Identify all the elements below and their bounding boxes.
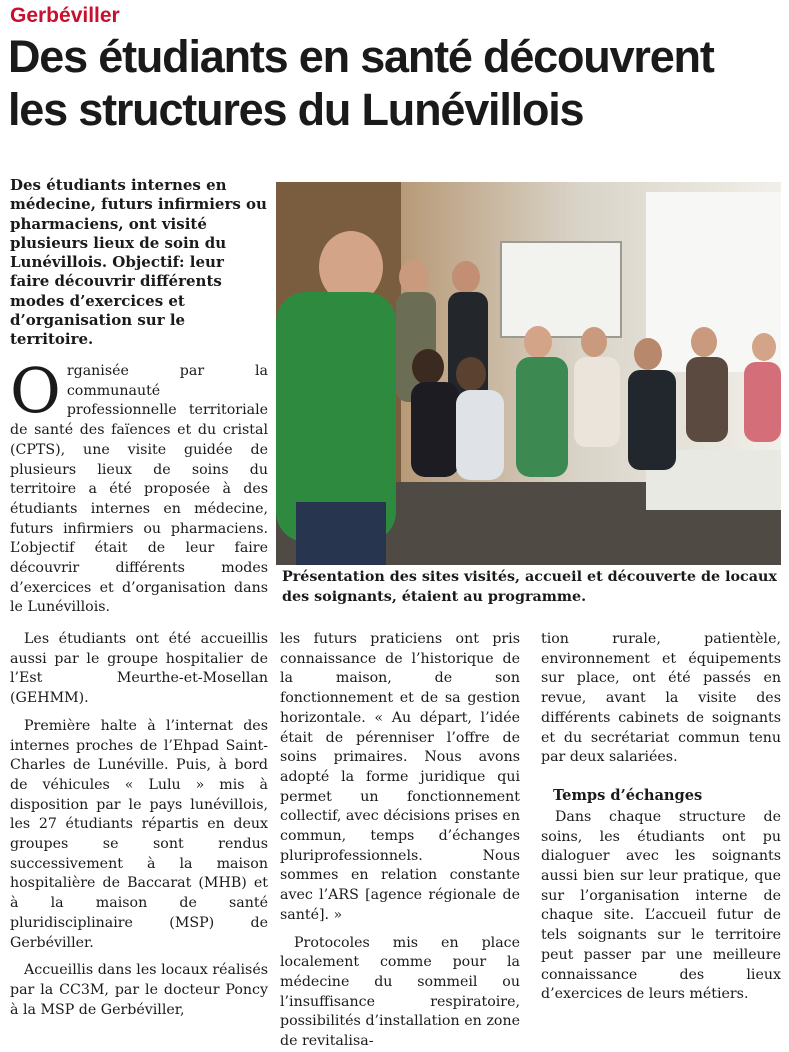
lead-text: rganisée par la communauté professionnelle territoriale de santé des faïences et du cristal (CPTS), une visite guidée de plusieurs lieux de soins du territoire a été proposée à des étudiants internes en médecine, futurs infirmiers ou pharmaciens. L’objectif était de leur faire découvrir différents modes d’exercices et d’organisation dans le Lunévillois. bbox=[10, 363, 268, 616]
lead-paragraph bbox=[10, 354, 268, 618]
paragraph: Accueillis dans les locaux réalisés par la CC3M, par le docteur Poncy à la MSP de Gerbéviller, bbox=[10, 962, 268, 1018]
section-subhead: Temps d’échanges bbox=[553, 786, 703, 804]
photo-caption: Présentation des sites visités, accueil et découverte de locaux des soignants, étaient au programme. bbox=[282, 569, 777, 605]
article-column-2 bbox=[280, 630, 520, 1052]
section-kicker: Gerbéviller bbox=[10, 4, 120, 27]
paragraph: les futurs praticiens ont pris connaissance de l’historique de la maison, de son fonctionnement et de sa gestion horizontale. « Au départ, l’idée était de pérenniser l’offre de soins primaires. Nous avons adopté la forme juridique qui permet un fonctionnement collectif, avec décisions prises en commun, temps d’échanges pluriprofessionnels. Nous sommes en relation constante avec l’ARS [agence régionale de santé]. » bbox=[280, 631, 520, 923]
article-headline: Des étudiants en santé découvrent les structures du Lunévillois bbox=[8, 31, 714, 135]
paragraph: Les étudiants ont été accueillis aussi par le groupe hospitalier de l’Est Meurthe-et-Mosellan (GEHMM). bbox=[10, 631, 268, 707]
meeting-room-photo bbox=[276, 182, 781, 565]
paragraph: tion rurale, patientèle, environnement et équipements sur place, ont été passés en revue, avant la visite des différents cabinets de soignants et du secrétariat commun tenu par deux salariées. bbox=[541, 631, 781, 766]
article-column-3 bbox=[541, 630, 781, 1005]
paragraph: Dans chaque structure de soins, les étudiants ont pu dialoguer avec les soignants aussi bien sur leur pratique, que sur l’organisation interne de chaque site. L’accueil futur de tels soignants sur le territoire peut passer par une meilleure connaissance des lieux d’exercices de leurs métiers. bbox=[541, 808, 781, 1003]
article-standfirst: Des étudiants internes en médecine, futurs infirmiers ou pharmaciens, ont visité plusieurs lieux de soin du Lunévillois. Objectif: leur faire découvrir différents modes d’exercices et d’organisation sur le territoire. bbox=[10, 176, 267, 349]
drop-cap: O bbox=[10, 354, 61, 427]
article-column-1 bbox=[10, 630, 268, 1020]
paragraph: Protocoles mis en place localement comme pour la médecine du sommeil ou l’insuffisance respiratoire, possibilités d’installation en zone de revitalisa- bbox=[280, 934, 520, 1050]
article-photo bbox=[276, 182, 781, 565]
paragraph: Première halte à l’internat des internes proches de l’Ehpad Saint-Charles de Lunéville. Puis, à bord de véhicules « Lulu » mis à disposition par le pays lunévillois, les 27 étudiants répartis en deux groupes se sont rendus successivement à la maison hospitalière de Baccarat (MHB) et à la maison de santé pluridisciplinaire (MSP) de Gerbéviller. bbox=[10, 717, 268, 951]
